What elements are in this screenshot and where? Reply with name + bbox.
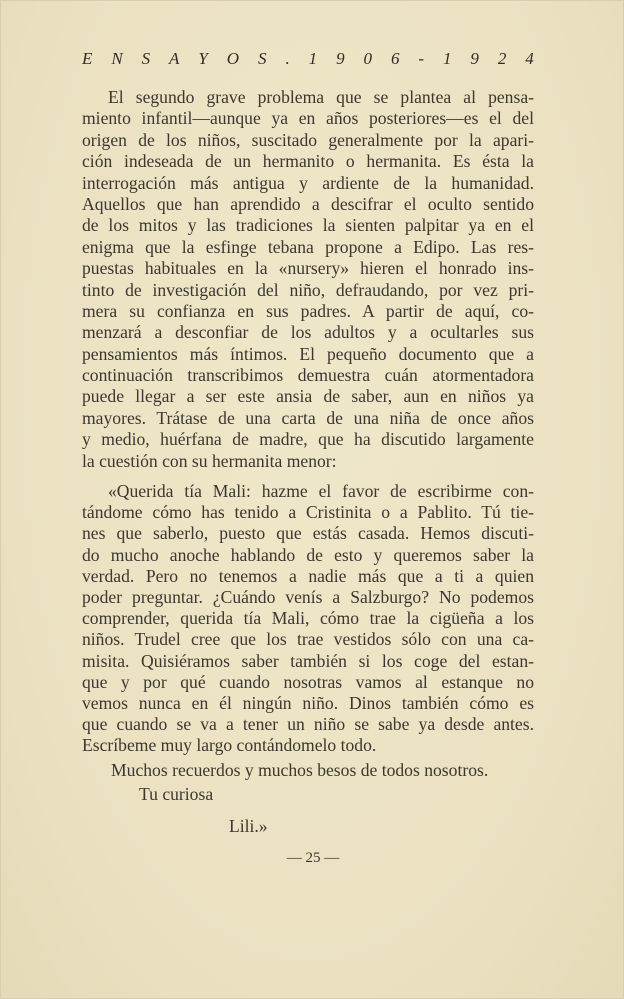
text-line: que cuando se va a tener un niño se sabe ya desde antes. bbox=[82, 714, 534, 735]
header-letter: 0 bbox=[363, 49, 372, 68]
header-letter: Y bbox=[198, 49, 208, 68]
text-line: mera su confianza en sus padres. A partir de aquí, co- bbox=[82, 300, 534, 321]
text-line: tándome cómo has tenido a Cristinita o a Pablito. Tú tie- bbox=[82, 502, 534, 523]
text-line: interrogación más antigua y ardiente de la humanidad. bbox=[82, 172, 534, 193]
header-letter: 4 bbox=[525, 49, 534, 68]
text-line: vemos nunca en él ningún niño. Dinos también cómo es bbox=[82, 692, 534, 713]
text-line: continuación transcribimos demuestra cuán atormentadora bbox=[82, 365, 534, 386]
text-line: que y por qué cuando nosotras vamos al estanque no bbox=[82, 671, 534, 692]
letter-valediction: Tu curiosa bbox=[139, 784, 214, 804]
header-letter: 9 bbox=[470, 49, 479, 68]
text-line: nes que saberlo, puesto que estás casada. Hemos discuti- bbox=[82, 523, 534, 544]
header-letter: S bbox=[141, 49, 151, 68]
header-letter: 1 bbox=[442, 49, 452, 68]
text-line: verdad. Pero no tenemos a nadie más que a ti a quien bbox=[82, 565, 534, 586]
text-line: ción indeseada de un hermanito o hermanita. Es ésta la bbox=[82, 151, 534, 172]
header-letter: 9 bbox=[336, 49, 345, 68]
header-letter: N bbox=[111, 49, 123, 68]
header-letter: 1 bbox=[308, 49, 318, 68]
running-header bbox=[82, 49, 534, 69]
text-line: mayores. Trátase de una carta de una niña de once años bbox=[82, 407, 534, 428]
header-letter: . bbox=[285, 49, 290, 68]
header-letter: O bbox=[226, 49, 240, 68]
header-letter: E bbox=[82, 49, 93, 68]
text-line: poder preguntar. ¿Cuándo venís a Salzburgo? No podemos bbox=[82, 586, 534, 607]
header-letter: S bbox=[258, 49, 267, 68]
text-line: puede llegar a ser este ansia de saber, aun en niños ya bbox=[82, 386, 534, 407]
text-line: menzará a desconfiar de los adultos y a ocultarles sus bbox=[82, 322, 534, 343]
header-letter: - bbox=[418, 49, 425, 68]
letter-signature: Lili.» bbox=[229, 816, 268, 836]
text-line: tinto de investigación del niño, defraudando, por vez pri- bbox=[82, 279, 534, 300]
text-line: Escríbeme muy largo contándomelo todo. bbox=[82, 735, 377, 756]
letter-regards: Muchos recuerdos y muchos besos de todos nosotros. bbox=[111, 760, 489, 780]
paragraph-intro bbox=[82, 87, 534, 472]
text-line: misita. Quisiéramos saber también si los coge del estan- bbox=[82, 650, 534, 671]
text-line: pensamientos más íntimos. El pequeño documento que a bbox=[82, 343, 534, 364]
text-line: niños. Trudel cree que los trae vestidos sólo con una ca- bbox=[82, 629, 534, 650]
header-letter: 6 bbox=[390, 49, 400, 68]
text-line: y medio, huérfana de madre, que ha discutido largamente bbox=[82, 429, 534, 450]
text-line: puestas habituales en la «nursery» hieren el honrado ins- bbox=[82, 258, 534, 279]
text-line: Aquellos que han aprendido a descifrar el oculto sentido bbox=[82, 193, 534, 214]
text-line: El segundo grave problema que se plantea al pensa- bbox=[108, 87, 534, 107]
text-line: origen de los niños, suscitado generalmente por la apari- bbox=[82, 129, 534, 150]
text-line: de los mitos y las tradiciones la sienten palpitar ya en el bbox=[82, 215, 534, 236]
paragraph-letter bbox=[82, 481, 534, 756]
text-line: enigma que la esfinge tebana propone a Edipo. Las res- bbox=[82, 236, 534, 257]
text-line: «Querida tía Mali: hazme el favor de escribirme con- bbox=[108, 481, 534, 501]
text-line: comprender, querida tía Mali, cómo trae la cigüeña a los bbox=[82, 608, 534, 629]
text-line: miento infantil—aunque ya en años posteriores—es el del bbox=[82, 108, 534, 129]
header-letter: 2 bbox=[497, 49, 507, 68]
page-number: — 25 — bbox=[286, 850, 340, 866]
text-line: do mucho anoche hablando de esto y queremos saber la bbox=[82, 544, 534, 565]
text-line: la cuestión con su hermanita menor: bbox=[82, 450, 337, 471]
header-letter: A bbox=[169, 49, 180, 68]
